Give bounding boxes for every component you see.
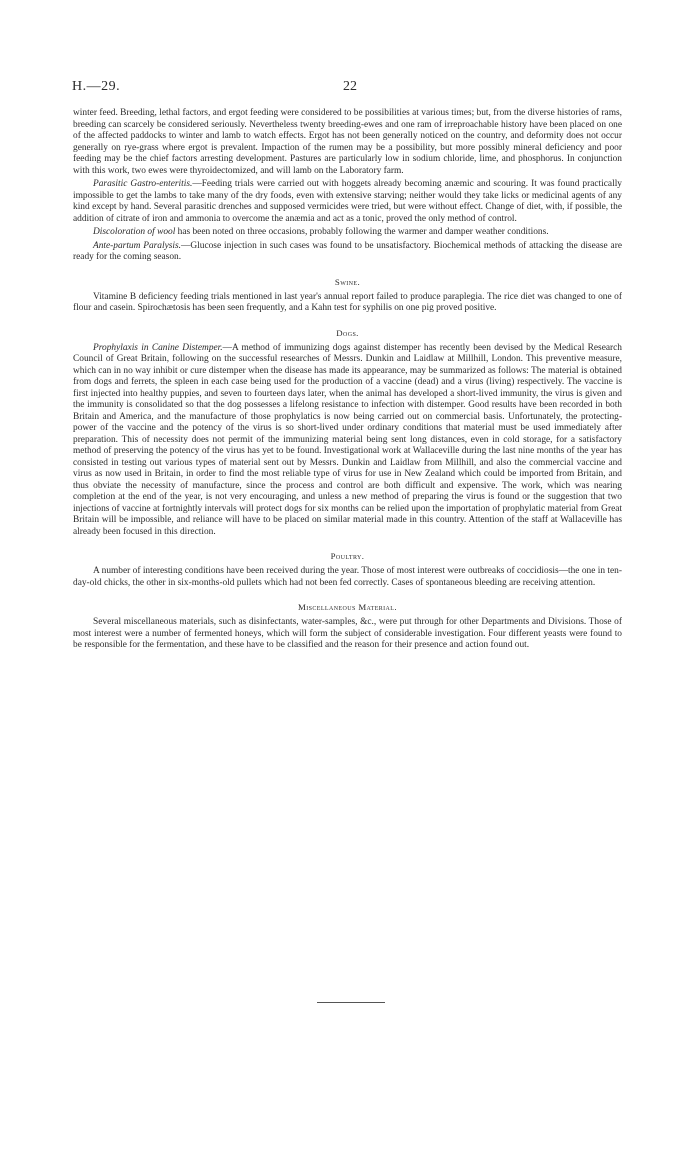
- paragraph-winter-feed: winter feed. Breeding, lethal factors, and ergot feeding were considered to be possibilities at various times; but, from the diverse histories of rams, breeding can scarcely be considered seriously. Nevertheless twenty breeding-ewes and one ram of irreproachable history have been placed on one of the affected paddocks to winter and lamb to watch effects. Ergot has not been generally noticed on the country, and deformity does not occur generally on rye-grass where ergot is prevalent. Impaction of the rumen may be a possibility, but more possibly mineral deficiency and poor feeding may be the chief factors arresting development. Pastures are particularly low in sodium chloride, lime, and phosphorus. In conjunction with this work, two ewes were thyroidectomized, and will lamb on the Laboratory farm.: [73, 108, 622, 176]
- report-reference: H.—29.: [72, 79, 121, 94]
- section-heading-dogs: Dogs.: [336, 327, 359, 338]
- section-heading-miscellaneous-material: Miscellaneous Material.: [298, 602, 397, 612]
- paragraph-miscellaneous-material: Several miscellaneous materials, such as disinfectants, water-samples, &c., were put through for other Departments and Divisions. Those of most interest were a number of fermented honeys, which will form the subject of considerable investigation. Four different yeasts were found to be responsible for the fermentation, and these have to be classified and the reason for their presence and action found out.: [73, 617, 622, 650]
- paragraph-parasitic-gastro-enteritis: [73, 179, 622, 225]
- paragraph-text: has been noted on three occasions, probably following the warmer and damper weather conditions.: [175, 227, 549, 237]
- paragraph-text: —Feeding trials were carried out with hoggets already becoming anæmic and scouring. It was found practically impossible to get the lambs to take many of the dry foods, even with extensive starving; neither would they take licks or medicinal agents of any kind except by hand. Several parasitic drenches and supposed vermicides were tried, but were without effect. Change of diet, with, if possible, the addition of citrate of iron and ammonia to overcome the anæmia and act as a tonic, proved the only method of control.: [73, 179, 622, 224]
- paragraph-lead-italic: Ante-partum Paralysis.: [93, 240, 182, 251]
- section-heading-swine: Swine.: [334, 276, 361, 287]
- paragraph-text: —A method of immunizing dogs against distemper has recently been devised by the Medical Research Council of Great Britain, following on the successful researches of Messrs. Dunkin and Laidlaw at Millhill, London. This preventive measure, which can in no way inhibit or cure distemper when the disease has made its appearance, may be summarized as follows: The material is obtained from dogs and ferrets, the spleen in each case being used for the production of a vaccine (dead) and a virus (living) respectively. The vaccine is first injected into healthy puppies, and seven to fourteen days later, when the animal has developed a short-lived immunity, the virus is given and the immunity is consolidated so that the dog possesses a lifelong resistance to infection with distemper. Good results have been recorded in both Britain and America, and the manufacture of those prophylatics is now being carried out on commercial basis. Unfortunately, the protecting-power of the vaccine and the potency of the virus is so short-lived under ordinary conditions that material must be used immediately after preparation. This of necessity does not permit of the immunizing material being sent long distances, even in cold storage, for a satisfactory method of preserving the potency of the virus has yet to be found. Investigational work at Wallaceville during the last nine months of the year has consisted in testing out various types of material sent out by Messrs. Dunkin and Laidlaw from Millhill, and also the commercial vaccine and virus as now used in Britain, in order to find the most reliable type of virus for use in New Zealand which could be imported from Britain, and thus obviate the necessity of manufacture, since the process and control are both difficult and expensive. The work, which was nearing completion at the end of the year, is not very encouraging, and unless a new method of preparing the virus is found or the suggestion that two injections of vaccine at fortnightly intervals will protect dogs for six months can be relied upon the importation of prophylatic material from Great Britain will be impossible, and reliance will have to be placed on similar material made in this country. Attention of the staff at Wallaceville has already been focused in this direction.: [73, 342, 622, 537]
- document-body: [73, 108, 622, 652]
- page-number: 22: [343, 79, 357, 94]
- end-rule: [317, 1002, 385, 1003]
- paragraph-lead-italic: Discoloration of wool: [93, 227, 176, 237]
- paragraph-discoloration-of-wool: [73, 227, 622, 239]
- paragraph-lead-italic: Parasitic Gastro-enteritis.: [93, 179, 193, 189]
- paragraph-text: —Glucose injection in such cases was found to be unsatisfactory. Biochemical methods of attacking the disease are ready for the coming season.: [73, 240, 623, 262]
- paragraph-canine-distemper: [73, 343, 622, 539]
- page-header: [72, 79, 628, 99]
- paragraph-ante-partum-paralysis: [73, 241, 622, 264]
- section-heading-poultry: Poultry.: [330, 551, 365, 561]
- paragraph-poultry: A number of interesting conditions have been received during the year. Those of most interest were outbreaks of coccidiosis—the one in ten-day-old chicks, the other in six-months-old pullets which had not been fed correctly. Cases of spontaneous bleeding are receiving attention.: [73, 566, 622, 588]
- paragraph-lead-italic: Prophylaxis in Canine Distemper.: [93, 342, 223, 353]
- paragraph-swine: Vitamine B deficiency feeding trials mentioned in last year's annual report failed to produce paraplegia. The rice diet was changed to one of flour and casein. Spirochætosis has been seen frequently, and a Kahn test for syphilis on one pig proved positive.: [73, 291, 622, 313]
